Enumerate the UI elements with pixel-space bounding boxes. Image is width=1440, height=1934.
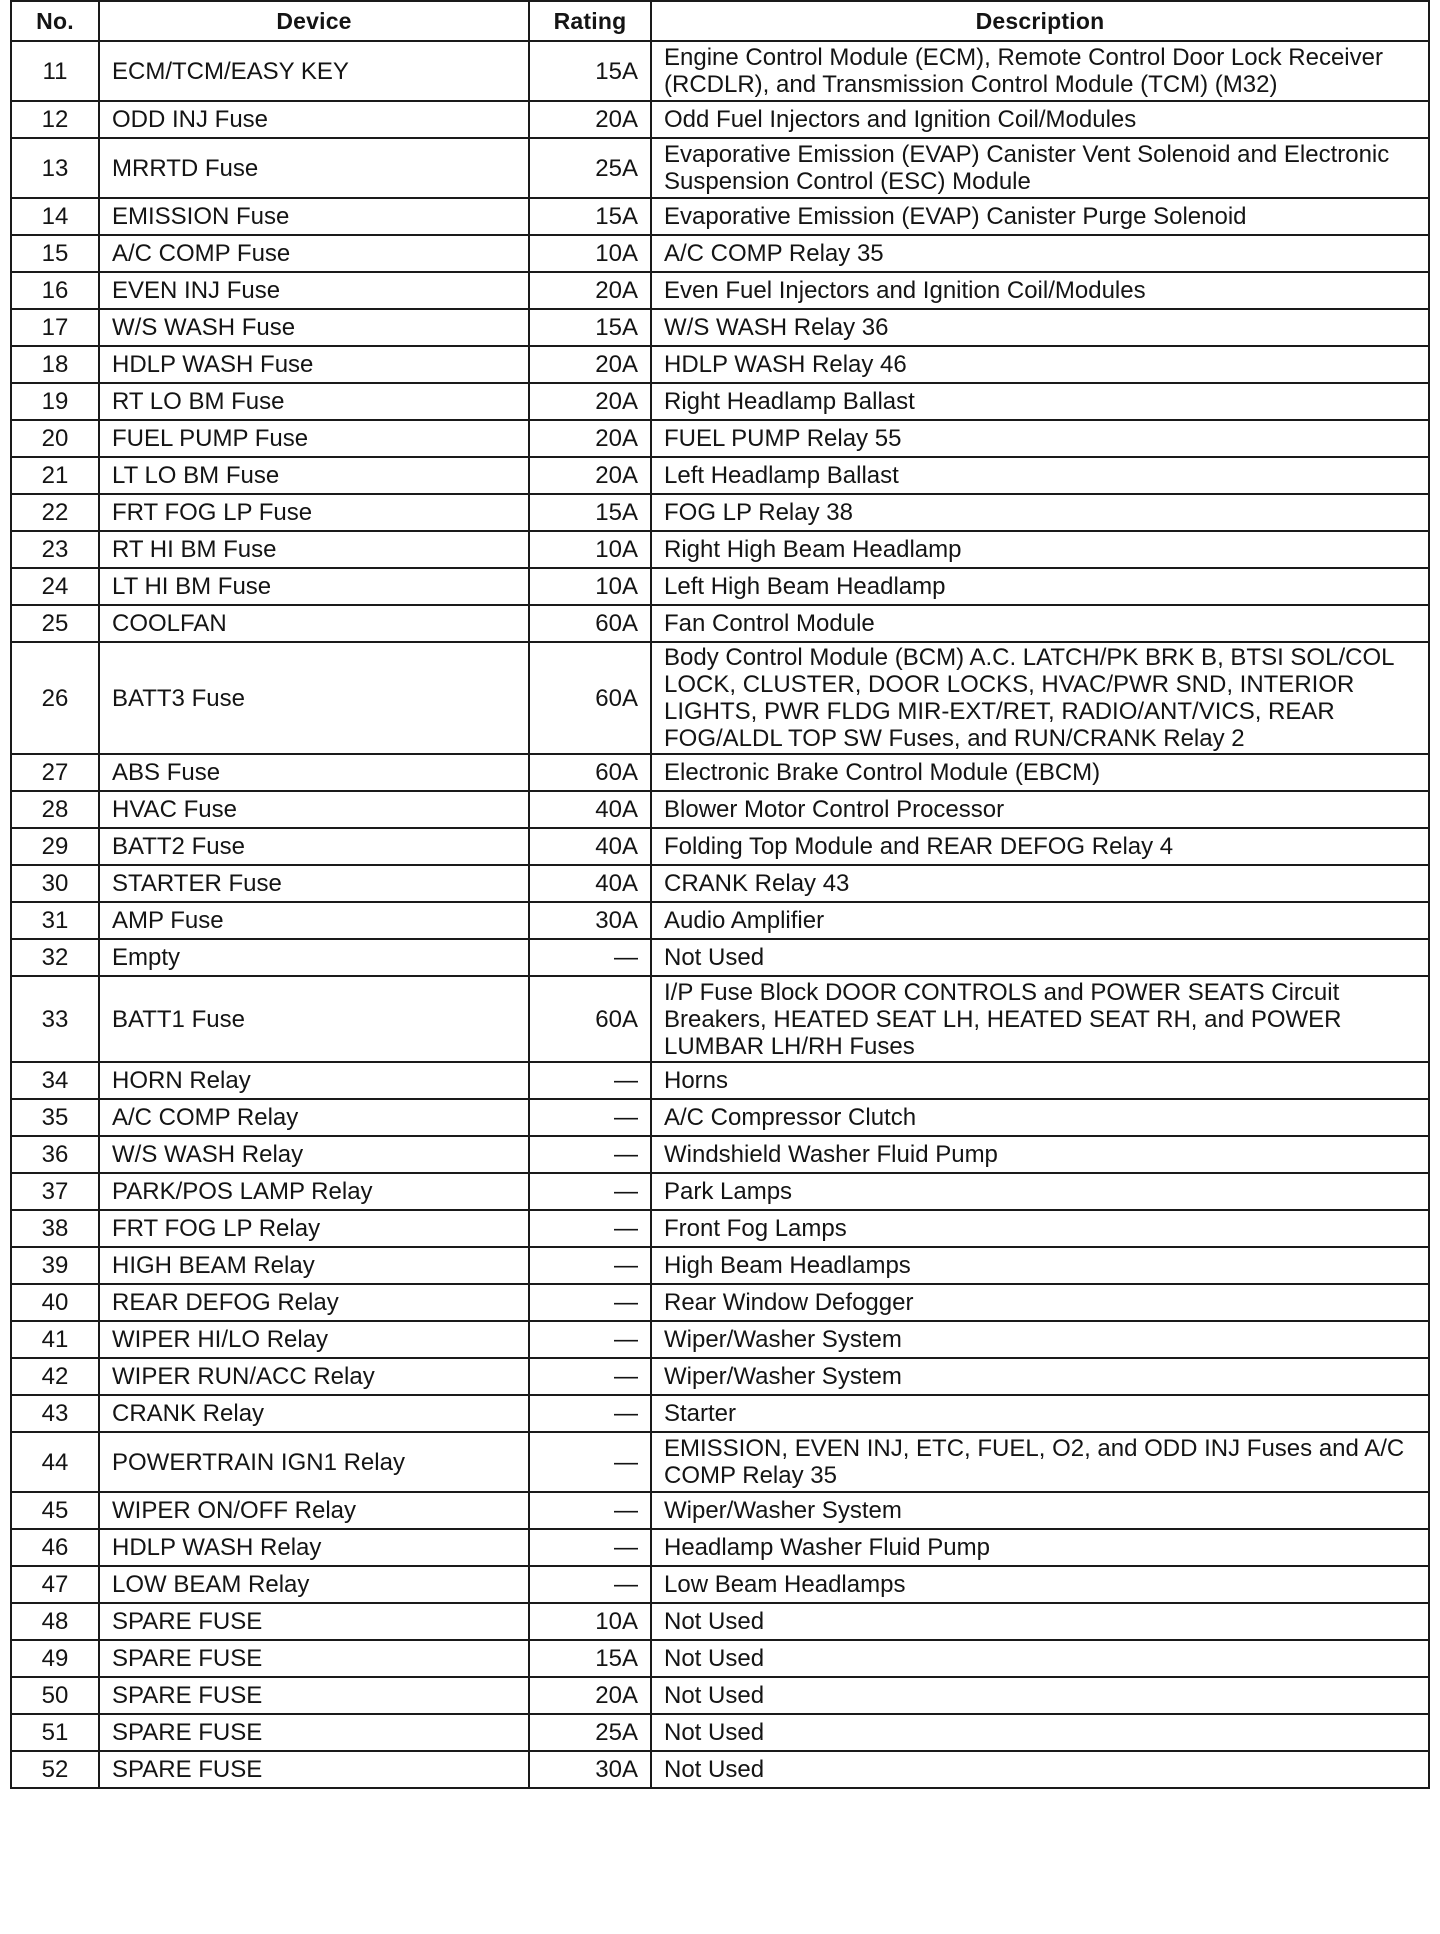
table-row xyxy=(11,1210,1429,1247)
cell-rating: — xyxy=(529,1099,651,1136)
cell-description: Body Control Module (BCM) A.C. LATCH/PK BRK B, BTSI SOL/COL LOCK, CLUSTER, DOOR LOCKS, HVAC/PWR SND, INTERIOR LIGHTS, PWR FLDG MIR-EXT/RET, RADIO/ANT/VICS, REAR FOG/ALDL TOP SW Fuses, and RUN/CRANK Relay 2 xyxy=(651,642,1429,754)
cell-device: HDLP WASH Relay xyxy=(99,1529,529,1566)
table-row xyxy=(11,1247,1429,1284)
cell-description: Headlamp Washer Fluid Pump xyxy=(651,1529,1429,1566)
cell-description: W/S WASH Relay 36 xyxy=(651,309,1429,346)
cell-rating: 15A xyxy=(529,494,651,531)
cell-description: Front Fog Lamps xyxy=(651,1210,1429,1247)
cell-no: 20 xyxy=(11,420,99,457)
cell-description: Not Used xyxy=(651,1751,1429,1788)
cell-device: BATT2 Fuse xyxy=(99,828,529,865)
cell-rating: 20A xyxy=(529,420,651,457)
table-row xyxy=(11,1284,1429,1321)
table-row xyxy=(11,1529,1429,1566)
cell-rating: — xyxy=(529,1136,651,1173)
cell-description: Low Beam Headlamps xyxy=(651,1566,1429,1603)
cell-description: Evaporative Emission (EVAP) Canister Purge Solenoid xyxy=(651,198,1429,235)
cell-rating: 15A xyxy=(529,309,651,346)
cell-no: 22 xyxy=(11,494,99,531)
cell-rating: 60A xyxy=(529,642,651,754)
table-row xyxy=(11,568,1429,605)
table-row xyxy=(11,1677,1429,1714)
header-no: No. xyxy=(11,1,99,41)
cell-no: 48 xyxy=(11,1603,99,1640)
cell-device: LOW BEAM Relay xyxy=(99,1566,529,1603)
cell-device: SPARE FUSE xyxy=(99,1677,529,1714)
fuse-relay-table xyxy=(10,0,1430,1789)
cell-device: W/S WASH Relay xyxy=(99,1136,529,1173)
cell-rating: 30A xyxy=(529,1751,651,1788)
cell-rating: 60A xyxy=(529,605,651,642)
cell-description: Not Used xyxy=(651,1603,1429,1640)
cell-device: WIPER ON/OFF Relay xyxy=(99,1492,529,1529)
cell-rating: — xyxy=(529,1247,651,1284)
cell-device: FUEL PUMP Fuse xyxy=(99,420,529,457)
cell-no: 51 xyxy=(11,1714,99,1751)
cell-no: 29 xyxy=(11,828,99,865)
cell-rating: 10A xyxy=(529,531,651,568)
table-row xyxy=(11,939,1429,976)
cell-description: Not Used xyxy=(651,1677,1429,1714)
cell-description: FUEL PUMP Relay 55 xyxy=(651,420,1429,457)
cell-description: Left Headlamp Ballast xyxy=(651,457,1429,494)
table-row xyxy=(11,494,1429,531)
cell-description: Left High Beam Headlamp xyxy=(651,568,1429,605)
cell-description: A/C COMP Relay 35 xyxy=(651,235,1429,272)
cell-no: 14 xyxy=(11,198,99,235)
cell-no: 35 xyxy=(11,1099,99,1136)
cell-rating: — xyxy=(529,1492,651,1529)
cell-no: 26 xyxy=(11,642,99,754)
cell-no: 21 xyxy=(11,457,99,494)
cell-no: 11 xyxy=(11,41,99,101)
cell-rating: 20A xyxy=(529,1677,651,1714)
table-row xyxy=(11,1640,1429,1677)
cell-rating: 10A xyxy=(529,1603,651,1640)
table-row xyxy=(11,1432,1429,1492)
table-row xyxy=(11,41,1429,101)
table-row xyxy=(11,101,1429,138)
fuse-table-page xyxy=(10,0,1430,1789)
cell-no: 39 xyxy=(11,1247,99,1284)
cell-description: EMISSION, EVEN INJ, ETC, FUEL, O2, and ODD INJ Fuses and A/C COMP Relay 35 xyxy=(651,1432,1429,1492)
cell-description: Not Used xyxy=(651,939,1429,976)
cell-no: 15 xyxy=(11,235,99,272)
cell-rating: 15A xyxy=(529,1640,651,1677)
cell-device: HORN Relay xyxy=(99,1062,529,1099)
table-row xyxy=(11,1492,1429,1529)
table-row xyxy=(11,865,1429,902)
cell-rating: 30A xyxy=(529,902,651,939)
cell-no: 27 xyxy=(11,754,99,791)
cell-rating: — xyxy=(529,939,651,976)
table-row xyxy=(11,1173,1429,1210)
cell-no: 50 xyxy=(11,1677,99,1714)
cell-device: SPARE FUSE xyxy=(99,1603,529,1640)
table-row xyxy=(11,272,1429,309)
cell-description: I/P Fuse Block DOOR CONTROLS and POWER SEATS Circuit Breakers, HEATED SEAT LH, HEATED SEAT RH, and POWER LUMBAR LH/RH Fuses xyxy=(651,976,1429,1062)
cell-description: Blower Motor Control Processor xyxy=(651,791,1429,828)
cell-description: CRANK Relay 43 xyxy=(651,865,1429,902)
cell-device: FRT FOG LP Fuse xyxy=(99,494,529,531)
table-row xyxy=(11,1395,1429,1432)
cell-no: 12 xyxy=(11,101,99,138)
cell-device: WIPER RUN/ACC Relay xyxy=(99,1358,529,1395)
cell-device: FRT FOG LP Relay xyxy=(99,1210,529,1247)
cell-no: 42 xyxy=(11,1358,99,1395)
cell-no: 36 xyxy=(11,1136,99,1173)
table-header-row xyxy=(11,1,1429,41)
table-row xyxy=(11,791,1429,828)
cell-description: Park Lamps xyxy=(651,1173,1429,1210)
cell-device: SPARE FUSE xyxy=(99,1751,529,1788)
cell-device: HIGH BEAM Relay xyxy=(99,1247,529,1284)
cell-description: Right High Beam Headlamp xyxy=(651,531,1429,568)
cell-rating: — xyxy=(529,1284,651,1321)
cell-rating: — xyxy=(529,1210,651,1247)
cell-no: 17 xyxy=(11,309,99,346)
table-row xyxy=(11,828,1429,865)
cell-no: 23 xyxy=(11,531,99,568)
cell-device: PARK/POS LAMP Relay xyxy=(99,1173,529,1210)
cell-description: High Beam Headlamps xyxy=(651,1247,1429,1284)
table-row xyxy=(11,1714,1429,1751)
cell-rating: 20A xyxy=(529,457,651,494)
cell-no: 34 xyxy=(11,1062,99,1099)
cell-rating: 40A xyxy=(529,865,651,902)
cell-rating: — xyxy=(529,1321,651,1358)
cell-description: Starter xyxy=(651,1395,1429,1432)
cell-description: Fan Control Module xyxy=(651,605,1429,642)
table-row xyxy=(11,754,1429,791)
cell-device: COOLFAN xyxy=(99,605,529,642)
cell-device: A/C COMP Fuse xyxy=(99,235,529,272)
cell-device: CRANK Relay xyxy=(99,1395,529,1432)
cell-device: SPARE FUSE xyxy=(99,1714,529,1751)
cell-description: Windshield Washer Fluid Pump xyxy=(651,1136,1429,1173)
table-row xyxy=(11,383,1429,420)
cell-description: Right Headlamp Ballast xyxy=(651,383,1429,420)
cell-device: HDLP WASH Fuse xyxy=(99,346,529,383)
header-rating: Rating xyxy=(529,1,651,41)
cell-device: BATT1 Fuse xyxy=(99,976,529,1062)
cell-no: 31 xyxy=(11,902,99,939)
cell-rating: — xyxy=(529,1062,651,1099)
cell-device: ECM/TCM/EASY KEY xyxy=(99,41,529,101)
table-row xyxy=(11,1751,1429,1788)
cell-rating: — xyxy=(529,1358,651,1395)
cell-no: 44 xyxy=(11,1432,99,1492)
cell-description: Engine Control Module (ECM), Remote Control Door Lock Receiver (RCDLR), and Transmission Control Module (TCM) (M32) xyxy=(651,41,1429,101)
cell-device: RT LO BM Fuse xyxy=(99,383,529,420)
cell-description: Evaporative Emission (EVAP) Canister Vent Solenoid and Electronic Suspension Control (ESC) Module xyxy=(651,138,1429,198)
table-row xyxy=(11,605,1429,642)
cell-no: 46 xyxy=(11,1529,99,1566)
table-row xyxy=(11,902,1429,939)
cell-device: BATT3 Fuse xyxy=(99,642,529,754)
table-row xyxy=(11,346,1429,383)
cell-device: Empty xyxy=(99,939,529,976)
cell-rating: 25A xyxy=(529,138,651,198)
cell-rating: — xyxy=(529,1529,651,1566)
cell-no: 43 xyxy=(11,1395,99,1432)
table-row xyxy=(11,1062,1429,1099)
table-row xyxy=(11,457,1429,494)
cell-no: 30 xyxy=(11,865,99,902)
cell-no: 52 xyxy=(11,1751,99,1788)
cell-rating: 60A xyxy=(529,976,651,1062)
cell-description: A/C Compressor Clutch xyxy=(651,1099,1429,1136)
cell-no: 24 xyxy=(11,568,99,605)
cell-device: RT HI BM Fuse xyxy=(99,531,529,568)
table-row xyxy=(11,1358,1429,1395)
table-row xyxy=(11,1321,1429,1358)
cell-no: 37 xyxy=(11,1173,99,1210)
header-device: Device xyxy=(99,1,529,41)
cell-no: 28 xyxy=(11,791,99,828)
cell-device: ABS Fuse xyxy=(99,754,529,791)
cell-no: 41 xyxy=(11,1321,99,1358)
table-row xyxy=(11,1566,1429,1603)
cell-rating: 15A xyxy=(529,41,651,101)
cell-description: Audio Amplifier xyxy=(651,902,1429,939)
cell-description: FOG LP Relay 38 xyxy=(651,494,1429,531)
cell-device: WIPER HI/LO Relay xyxy=(99,1321,529,1358)
cell-rating: 10A xyxy=(529,235,651,272)
cell-no: 18 xyxy=(11,346,99,383)
cell-rating: 40A xyxy=(529,791,651,828)
cell-description: Rear Window Defogger xyxy=(651,1284,1429,1321)
cell-description: Not Used xyxy=(651,1714,1429,1751)
cell-rating: 15A xyxy=(529,198,651,235)
cell-no: 49 xyxy=(11,1640,99,1677)
table-row xyxy=(11,198,1429,235)
cell-no: 19 xyxy=(11,383,99,420)
cell-description: Not Used xyxy=(651,1640,1429,1677)
cell-description: Even Fuel Injectors and Ignition Coil/Modules xyxy=(651,272,1429,309)
cell-device: STARTER Fuse xyxy=(99,865,529,902)
cell-description: Electronic Brake Control Module (EBCM) xyxy=(651,754,1429,791)
table-row xyxy=(11,642,1429,754)
cell-device: MRRTD Fuse xyxy=(99,138,529,198)
cell-device: HVAC Fuse xyxy=(99,791,529,828)
cell-device: W/S WASH Fuse xyxy=(99,309,529,346)
cell-description: Horns xyxy=(651,1062,1429,1099)
cell-rating: — xyxy=(529,1395,651,1432)
cell-device: EVEN INJ Fuse xyxy=(99,272,529,309)
cell-device: LT HI BM Fuse xyxy=(99,568,529,605)
cell-description: HDLP WASH Relay 46 xyxy=(651,346,1429,383)
cell-device: POWERTRAIN IGN1 Relay xyxy=(99,1432,529,1492)
cell-rating: 60A xyxy=(529,754,651,791)
cell-rating: — xyxy=(529,1173,651,1210)
header-description: Description xyxy=(651,1,1429,41)
table-row xyxy=(11,1099,1429,1136)
cell-description: Wiper/Washer System xyxy=(651,1358,1429,1395)
cell-device: EMISSION Fuse xyxy=(99,198,529,235)
cell-rating: 25A xyxy=(529,1714,651,1751)
cell-device: ODD INJ Fuse xyxy=(99,101,529,138)
cell-no: 38 xyxy=(11,1210,99,1247)
cell-device: A/C COMP Relay xyxy=(99,1099,529,1136)
cell-no: 13 xyxy=(11,138,99,198)
table-row xyxy=(11,1603,1429,1640)
cell-rating: 20A xyxy=(529,346,651,383)
cell-rating: 10A xyxy=(529,568,651,605)
cell-no: 16 xyxy=(11,272,99,309)
table-row xyxy=(11,309,1429,346)
cell-device: REAR DEFOG Relay xyxy=(99,1284,529,1321)
table-row xyxy=(11,976,1429,1062)
cell-no: 47 xyxy=(11,1566,99,1603)
table-row xyxy=(11,1136,1429,1173)
cell-rating: — xyxy=(529,1432,651,1492)
cell-device: AMP Fuse xyxy=(99,902,529,939)
table-row xyxy=(11,531,1429,568)
cell-description: Wiper/Washer System xyxy=(651,1321,1429,1358)
cell-rating: 40A xyxy=(529,828,651,865)
cell-rating: — xyxy=(529,1566,651,1603)
cell-no: 25 xyxy=(11,605,99,642)
table-row xyxy=(11,420,1429,457)
cell-rating: 20A xyxy=(529,272,651,309)
cell-device: SPARE FUSE xyxy=(99,1640,529,1677)
cell-no: 32 xyxy=(11,939,99,976)
table-row xyxy=(11,138,1429,198)
cell-rating: 20A xyxy=(529,101,651,138)
cell-no: 33 xyxy=(11,976,99,1062)
cell-description: Wiper/Washer System xyxy=(651,1492,1429,1529)
cell-description: Folding Top Module and REAR DEFOG Relay 4 xyxy=(651,828,1429,865)
cell-device: LT LO BM Fuse xyxy=(99,457,529,494)
cell-rating: 20A xyxy=(529,383,651,420)
cell-description: Odd Fuel Injectors and Ignition Coil/Modules xyxy=(651,101,1429,138)
cell-no: 40 xyxy=(11,1284,99,1321)
table-row xyxy=(11,235,1429,272)
cell-no: 45 xyxy=(11,1492,99,1529)
